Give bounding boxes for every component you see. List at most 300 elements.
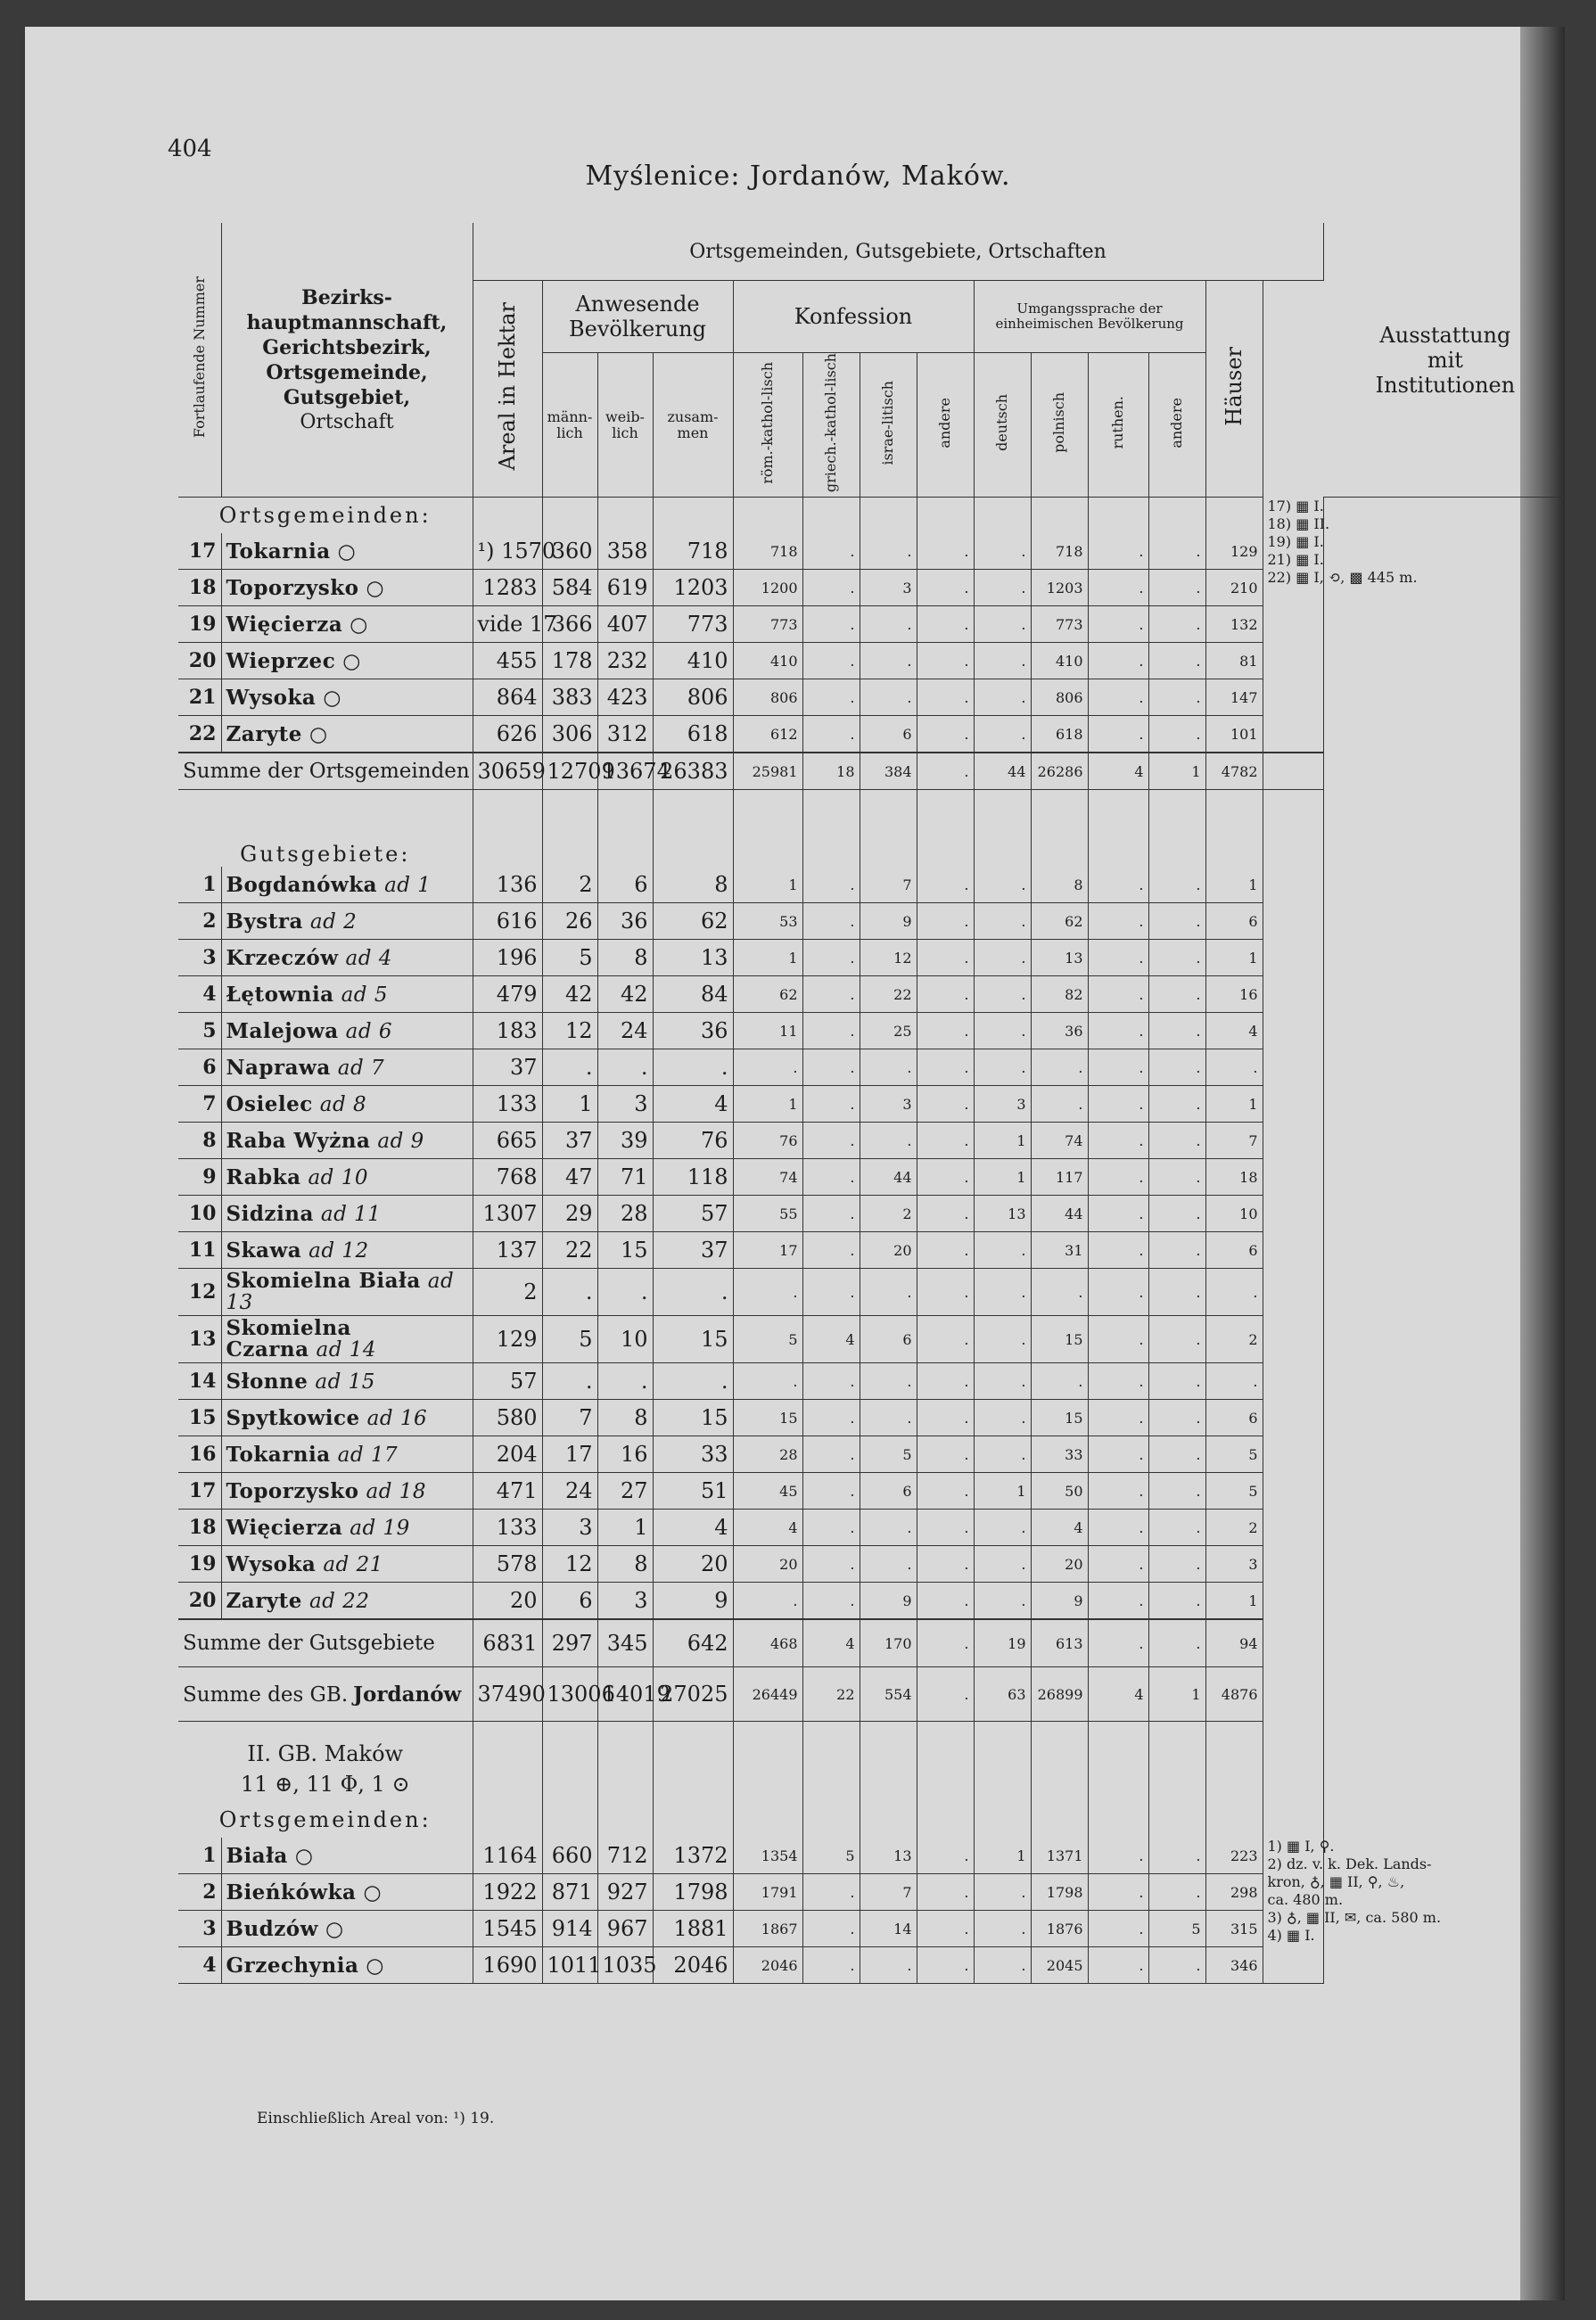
cell-po: 82 [1031,976,1088,1013]
table-row [178,1473,1567,1510]
cell-rk: 1 [733,940,802,976]
cell-m: 366 [542,606,597,643]
cell-is: 12 [860,940,917,976]
cell-po: 8 [1031,867,1088,903]
cell-f: 423 [597,679,653,716]
section-row-makow-title [178,1722,1567,1767]
cell-rk: 17 [733,1232,802,1269]
cell-an: . [917,903,974,940]
table-row [178,1436,1567,1473]
cell-m: 17 [542,1436,597,1473]
cell-m: 5 [542,1316,597,1363]
cell-f: 27 [597,1473,653,1510]
table-row [178,867,1567,903]
cell-an: . [917,643,974,679]
cell-area: 183 [473,1013,542,1049]
cell-an: . [917,1316,974,1363]
cell-ru: . [1088,1400,1148,1436]
sum-label: Summe der Gutsgebiete [178,1619,473,1667]
empty-cell [860,498,917,534]
cell-an: . [917,1086,974,1123]
table-row [178,1269,1567,1316]
cell-de: 44 [974,753,1031,790]
cell-f: 24 [597,1013,653,1049]
reference-label: ad 14 [316,1338,377,1362]
cell-f: 232 [597,643,653,679]
empty-cell [1088,1802,1148,1838]
place-label: Więcierza [226,1515,343,1540]
cell-is: . [860,1546,917,1583]
cell-la: . [1148,867,1205,903]
cell-m: 26 [542,903,597,940]
table-row [178,976,1567,1013]
cell-area: 1283 [473,570,542,606]
cell-an: . [917,679,974,716]
cell-de: 1 [974,1159,1031,1196]
cell-rk: 76 [733,1123,802,1159]
cell-rk: 773 [733,606,802,643]
table-row [178,1049,1567,1086]
cell-is: 9 [860,1583,917,1620]
cell-f: 8 [597,940,653,976]
cell-de: 1 [974,1473,1031,1510]
cell-po: 117 [1031,1159,1088,1196]
reference-label: ad 11 [320,1202,382,1226]
cell-m: . [542,1049,597,1086]
place-label: Tokarnia [226,539,331,564]
cell-la: . [1148,1510,1205,1546]
cell-m: 42 [542,976,597,1013]
cell-an: . [917,1911,974,1947]
empty-cell [473,1802,542,1838]
empty-cell [860,1722,917,1767]
cell-rk: 1 [733,1086,802,1123]
empty-cell [1031,498,1088,534]
page-title: Myślenice: Jordanów, Maków. [585,160,1011,192]
reference-label: ad 6 [345,1019,392,1043]
cell-area: 665 [473,1123,542,1159]
header-name: Bezirks- hauptmannschaft, Gerichtsbezirk, Ortsgemeinde, Gutsgebiet, Ortschaft [221,223,473,498]
cell-rk: 806 [733,679,802,716]
cell-is: 6 [860,716,917,753]
cell-t: 618 [653,716,733,753]
row-number: 22 [178,716,221,753]
header-area: Areal in Hektar [473,281,542,498]
cell-is: 25 [860,1013,917,1049]
cell-de: . [974,1232,1031,1269]
row-number: 3 [178,940,221,976]
cell-is: 14 [860,1911,917,1947]
place-name [221,606,473,643]
cell-ru: . [1088,940,1148,976]
empty-cell [802,498,860,534]
cell-f: . [597,1363,653,1400]
cell-m: 22 [542,1232,597,1269]
table-row [178,940,1567,976]
empty-cell [974,498,1031,534]
equipment-note: ca. 480 m. [1267,1891,1344,1909]
cell-ru: . [1088,1013,1148,1049]
place-name [221,940,473,976]
empty-cell [653,790,733,868]
cell-po: 806 [1031,679,1088,716]
cell-gk: . [802,1196,860,1232]
cell-rk: 410 [733,643,802,679]
cell-po: 773 [1031,606,1088,643]
cell-an: . [917,1667,974,1722]
cell-f: 312 [597,716,653,753]
place-label: Wieprzec [226,648,336,673]
statistics-table [178,223,1567,1984]
reference-label: ad 17 [337,1443,399,1467]
empty-cell [542,1802,597,1838]
cell-ru: . [1088,1123,1148,1159]
cell-h: 94 [1205,1619,1263,1667]
empty-cell [1205,1766,1263,1802]
cell-m: 871 [542,1874,597,1911]
place-label: Toporzysko [226,575,359,600]
cell-f: 967 [597,1911,653,1947]
empty-cell [597,498,653,534]
cell-area: 479 [473,976,542,1013]
cell-la: . [1148,1363,1205,1400]
cell-ru: . [1088,1086,1148,1123]
cell-area: 136 [473,867,542,903]
cell-ru: 4 [1088,753,1148,790]
empty-cell [733,1802,802,1838]
table-row [178,1583,1567,1620]
cell-gk: . [802,1123,860,1159]
cell-an: . [917,606,974,643]
equipment-cell [1263,497,1418,753]
cell-m: . [542,1363,597,1400]
cell-po: 1203 [1031,570,1088,606]
cell-t: 773 [653,606,733,643]
cell-f: 16 [597,1436,653,1473]
sum-row-gb-jordanow [178,1667,1567,1722]
cell-m: 914 [542,1911,597,1947]
header-equipment: Ausstattung mit Institutionen [1323,223,1567,498]
cell-an: . [917,1947,974,1984]
cell-rk: 1 [733,867,802,903]
cell-is: 3 [860,1086,917,1123]
cell-is: 44 [860,1159,917,1196]
cell-h: 101 [1205,716,1263,753]
cell-t: 1203 [653,570,733,606]
cell-an: . [917,1196,974,1232]
row-number: 8 [178,1123,221,1159]
reference-label: ad 2 [309,909,358,934]
cell-an: . [917,1013,974,1049]
sum-row-gutsgebiete [178,1619,1567,1667]
header-lang-german: deutsch [974,353,1031,498]
cell-la: . [1148,1196,1205,1232]
cell-la: . [1148,903,1205,940]
header-number: Fortlaufende Nummer [178,223,221,498]
circle-symbol-icon: ○ [350,613,368,637]
cell-la: . [1148,1874,1205,1911]
reference-label: ad 13 [226,1270,455,1315]
cell-gk: . [802,1911,860,1947]
cell-t: 76 [653,1123,733,1159]
reference-label: ad 22 [309,1589,370,1613]
circle-symbol-icon: ○ [294,1844,314,1868]
place-label: Krzeczów [226,945,339,970]
sum-label [178,1667,473,1722]
row-number: 2 [178,1874,221,1911]
cell-area: 137 [473,1232,542,1269]
cell-h: 315 [1205,1911,1263,1947]
cell-h: 81 [1205,643,1263,679]
cell-area: 1307 [473,1196,542,1232]
cell-is: 170 [860,1619,917,1667]
header-lang-ruthenian: ruthen. [1088,353,1148,498]
cell-m: 360 [542,533,597,570]
cell-an: . [917,976,974,1013]
cell-gk: . [802,533,860,570]
cell-la: . [1148,1838,1205,1874]
reference-label: ad 9 [377,1129,424,1153]
cell-gk: 5 [802,1838,860,1874]
cell-de: . [974,1947,1031,1984]
reference-label: ad 15 [315,1370,375,1394]
equipment-note: 21) ▦ I. [1267,550,1324,568]
cell-area: 616 [473,903,542,940]
cell-po: 410 [1031,643,1088,679]
reference-label: ad 18 [366,1479,427,1503]
place-label: Bystra [226,909,303,934]
place-name [221,903,473,940]
cell-ru: . [1088,903,1148,940]
row-number: 18 [178,1510,221,1546]
cell-gk: . [802,679,860,716]
cell-f: 619 [597,570,653,606]
cell-rk: 612 [733,716,802,753]
cell-h: . [1205,1269,1263,1316]
cell-rk: 2046 [733,1947,802,1984]
empty-cell [1148,790,1205,868]
cell-de: . [974,867,1031,903]
cell-is: 9 [860,903,917,940]
circle-symbol-icon: ○ [342,649,361,673]
place-label: Biała [226,1843,288,1868]
row-number: 14 [178,1363,221,1400]
cell-ru: . [1088,570,1148,606]
header-rel-roman: röm.-kathol-lisch [733,353,802,498]
cell-m: 5 [542,940,597,976]
cell-is: 384 [860,753,917,790]
empty-cell [542,790,597,868]
table-row [178,1546,1567,1583]
cell-gk: . [802,1086,860,1123]
row-number: 4 [178,976,221,1013]
row-number: 13 [178,1316,221,1363]
cell-t: 1372 [653,1838,733,1874]
table-body [178,498,1567,1984]
cell-h: 1 [1205,940,1263,976]
cell-ru: . [1088,1510,1148,1546]
cell-gk: 18 [802,753,860,790]
cell-an: . [917,1269,974,1316]
cell-area: 455 [473,643,542,679]
section-label: Ortsgemeinden: [178,1802,473,1838]
cell-ru: . [1088,976,1148,1013]
row-number: 20 [178,1583,221,1620]
cell-po: 33 [1031,1436,1088,1473]
cell-ru: . [1088,1874,1148,1911]
row-number: 21 [178,679,221,716]
cell-h: 5 [1205,1436,1263,1473]
cell-t: 9 [653,1583,733,1620]
cell-ru: . [1088,606,1148,643]
place-label: Raba Wyżna [226,1128,371,1153]
header-confession: Konfession [733,281,974,353]
empty-cell [542,498,597,534]
cell-gk: . [802,1546,860,1583]
cell-t: 20 [653,1546,733,1583]
cell-rk: 1354 [733,1838,802,1874]
cell-h: 4782 [1205,753,1263,790]
equipment-cell [1263,1722,1323,1839]
row-number: 6 [178,1049,221,1086]
table-row [178,1013,1567,1049]
cell-rk: 28 [733,1436,802,1473]
cell-area: 768 [473,1159,542,1196]
cell-la: . [1148,679,1205,716]
place-label: Zaryte [226,721,302,746]
empty-cell [653,1766,733,1802]
cell-la: . [1148,1049,1205,1086]
cell-f: 71 [597,1159,653,1196]
equipment-note: 19) ▦ I. [1267,532,1324,550]
header-lang-polish: polnisch [1031,353,1088,498]
table-row [178,533,1567,570]
district-symbols: 11 ⊕, 11 Φ, 1 ⊙ [178,1766,473,1802]
equipment-cell [1263,1838,1442,1984]
cell-h: 1 [1205,1086,1263,1123]
cell-po: 2045 [1031,1947,1088,1984]
cell-gk: . [802,716,860,753]
place-label: Wysoka [226,1551,317,1576]
place-name [221,1583,473,1620]
header-lang-other: andere [1148,353,1205,498]
statistics-table-wrap [178,223,1516,1984]
row-number: 10 [178,1196,221,1232]
place-name [221,1086,473,1123]
cell-po: 13 [1031,940,1088,976]
cell-t: 13 [653,940,733,976]
cell-h: 4 [1205,1013,1263,1049]
cell-de: . [974,1510,1031,1546]
place-name [221,679,473,716]
table-row [178,1316,1567,1363]
place-name [221,1013,473,1049]
cell-la: . [1148,1619,1205,1667]
cell-h: 1 [1205,867,1263,903]
cell-de: . [974,643,1031,679]
cell-h: 129 [1205,533,1263,570]
cell-f: 345 [597,1619,653,1667]
header-rel-israelite: israe-litisch [860,353,917,498]
cell-area: vide 17 [473,606,542,643]
row-number: 2 [178,903,221,940]
cell-t: 15 [653,1400,733,1436]
cell-t: 27025 [653,1667,733,1722]
table-row [178,1400,1567,1436]
cell-h: 4876 [1205,1667,1263,1722]
cell-m: 6 [542,1583,597,1620]
cell-de: 63 [974,1667,1031,1722]
cell-area: 471 [473,1473,542,1510]
empty-cell [1205,498,1263,534]
cell-gk: . [802,1159,860,1196]
cell-is: 554 [860,1667,917,1722]
cell-ru: . [1088,716,1148,753]
cell-gk: 4 [802,1316,860,1363]
cell-po: 20 [1031,1546,1088,1583]
empty-cell [597,1766,653,1802]
cell-t: 718 [653,533,733,570]
empty-cell [653,1722,733,1767]
empty-cell [733,1766,802,1802]
table-row [178,1363,1567,1400]
cell-f: 1 [597,1510,653,1546]
cell-is: 5 [860,1436,917,1473]
cell-de: . [974,1363,1031,1400]
cell-h: 223 [1205,1838,1263,1874]
cell-an: . [917,1510,974,1546]
cell-de: . [974,903,1031,940]
cell-gk: . [802,1400,860,1436]
cell-la: . [1148,1159,1205,1196]
place-name [221,643,473,679]
empty-cell [733,1722,802,1767]
cell-gk: . [802,1510,860,1546]
circle-symbol-icon: ○ [366,576,385,600]
table-row [178,1123,1567,1159]
cell-po: 15 [1031,1400,1088,1436]
place-label: Skomielna Czarna [226,1316,351,1362]
cell-area: 580 [473,1400,542,1436]
cell-h: 147 [1205,679,1263,716]
cell-area: 129 [473,1316,542,1363]
empty-cell [597,1722,653,1767]
cell-m: 12 [542,1546,597,1583]
cell-la: . [1148,1232,1205,1269]
row-number: 17 [178,1473,221,1510]
cell-an: . [917,570,974,606]
reference-label: ad 10 [308,1165,368,1189]
cell-is: . [860,1269,917,1316]
cell-la: . [1148,1269,1205,1316]
cell-f: 358 [597,533,653,570]
cell-m: 29 [542,1196,597,1232]
cell-area: ¹) 1570 [473,533,542,570]
table-row [178,679,1567,716]
cell-t: 4 [653,1510,733,1546]
cell-la: . [1148,570,1205,606]
cell-is: . [860,533,917,570]
cell-an: . [917,716,974,753]
circle-symbol-icon: ○ [309,722,328,746]
cell-rk: 26449 [733,1667,802,1722]
cell-gk: 4 [802,1619,860,1667]
table-row [178,1232,1567,1269]
cell-la: . [1148,1583,1205,1620]
empty-cell [802,790,860,868]
cell-de: . [974,940,1031,976]
cell-de: . [974,606,1031,643]
